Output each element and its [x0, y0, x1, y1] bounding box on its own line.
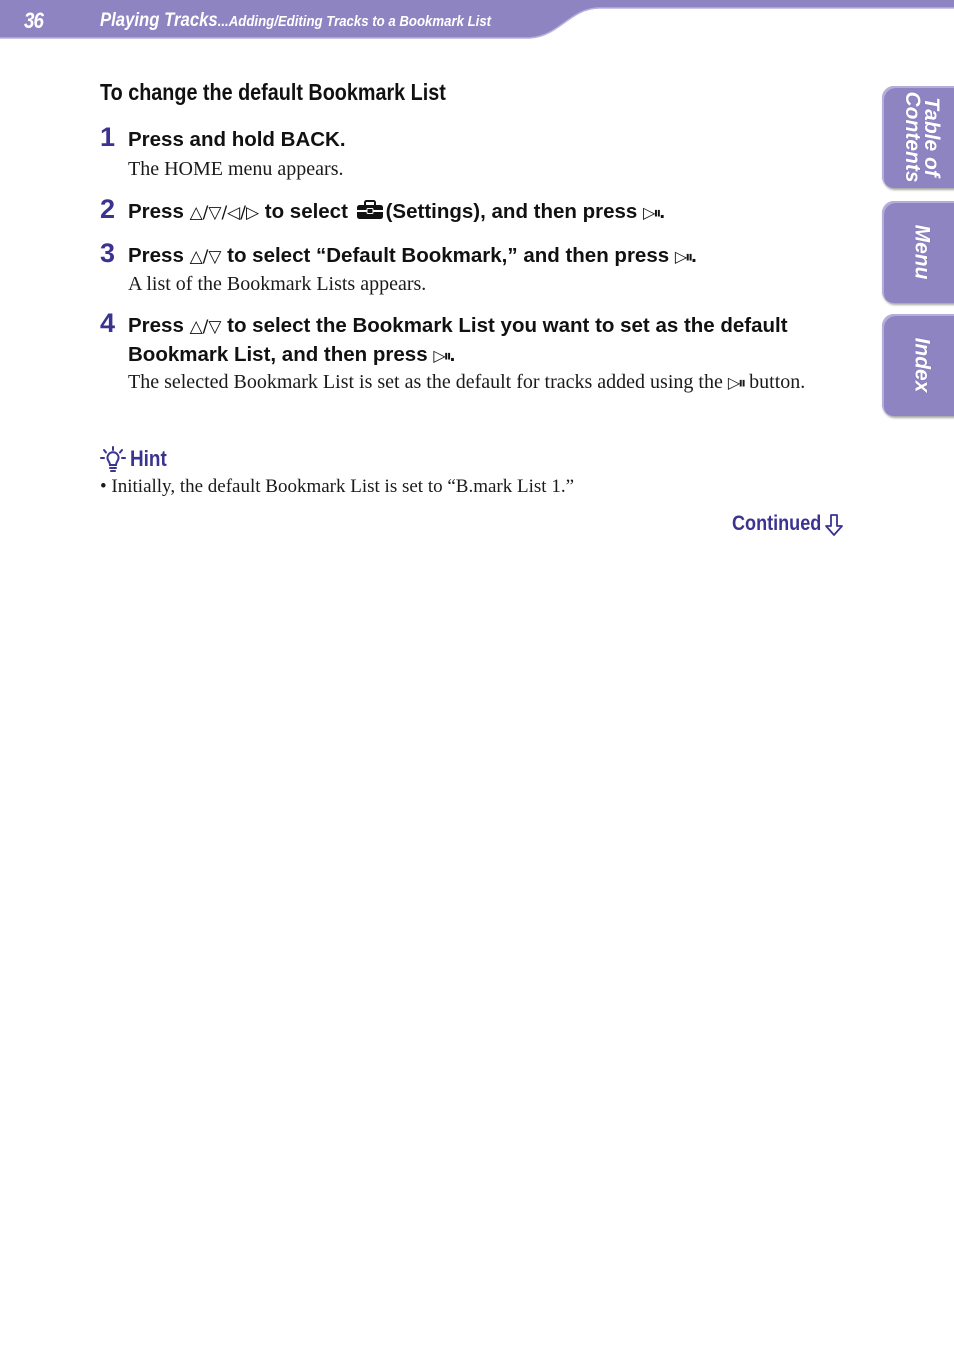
- step-result-text: The selected Bookmark List is set as the default for tracks added using the: [128, 371, 728, 393]
- step-text: to select: [259, 200, 354, 223]
- step-instruction: Press and hold BACK.: [128, 128, 346, 151]
- running-head-section: Playing Tracks: [100, 10, 218, 31]
- page-header: [0, 0, 954, 40]
- step-number: 4: [100, 308, 116, 338]
- tab-toc-line2: Contents: [901, 91, 924, 183]
- step-text: to select “Default Bookmark,” and then press: [221, 244, 675, 267]
- play-pause-icon: ▷⏸: [674, 247, 692, 266]
- arrow-keys-icon: △/▽: [189, 317, 222, 337]
- section-title: To change the default Bookmark List: [100, 79, 446, 105]
- step-text: Press: [128, 314, 190, 337]
- step-text: Press: [128, 200, 190, 223]
- step-text: Press: [128, 244, 190, 267]
- step-text: .: [659, 200, 666, 223]
- step-result-text: button.: [744, 371, 806, 393]
- toolbox-icon: [356, 200, 384, 220]
- tab-index-label: Index: [910, 337, 934, 393]
- step-text: .: [449, 343, 456, 366]
- arrow-keys-icon: △/▽/◁/▷: [189, 203, 260, 223]
- running-head-ellipsis: ...: [217, 13, 229, 30]
- tab-table-of-contents[interactable]: [882, 86, 954, 188]
- play-pause-icon: ▷⏸: [727, 373, 745, 392]
- tab-menu[interactable]: [882, 201, 954, 303]
- step-text: .: [691, 244, 697, 267]
- step-result: [128, 369, 843, 396]
- running-head: [100, 10, 491, 32]
- tab-menu-label: Menu: [910, 224, 934, 280]
- page-number: 36: [24, 8, 44, 33]
- step-number: 1: [100, 122, 116, 152]
- arrow-down-icon[interactable]: [824, 513, 844, 537]
- running-head-subsection: Adding/Editing Tracks to a Bookmark List: [228, 13, 492, 30]
- step-number: 3: [100, 238, 116, 268]
- step-instruction: [128, 198, 828, 227]
- step-instruction: [128, 242, 828, 271]
- tab-table-of-contents-label: [903, 92, 941, 183]
- step-instruction: [128, 312, 818, 370]
- step-result: The HOME menu appears.: [128, 158, 344, 180]
- continued-link[interactable]: Continued: [732, 512, 822, 535]
- hint-label: Hint: [130, 446, 167, 471]
- step-result: A list of the Bookmark Lists appears.: [128, 273, 427, 295]
- play-pause-icon: ▷⏸: [433, 346, 450, 365]
- tab-index[interactable]: [882, 314, 954, 416]
- step-text: (Settings), and then press: [385, 200, 644, 223]
- step-text: to select the Bookmark List you want to set as the default Bookmark List, and then press: [128, 314, 788, 366]
- lightbulb-icon: [100, 446, 126, 474]
- hint-item: • Initially, the default Bookmark List is set to “B.mark List 1.”: [100, 476, 574, 497]
- tab-toc-line1: Table of: [920, 97, 943, 177]
- arrow-keys-icon: △/▽: [189, 247, 222, 267]
- play-pause-icon: ▷⏸: [643, 203, 660, 222]
- step-number: 2: [100, 194, 116, 224]
